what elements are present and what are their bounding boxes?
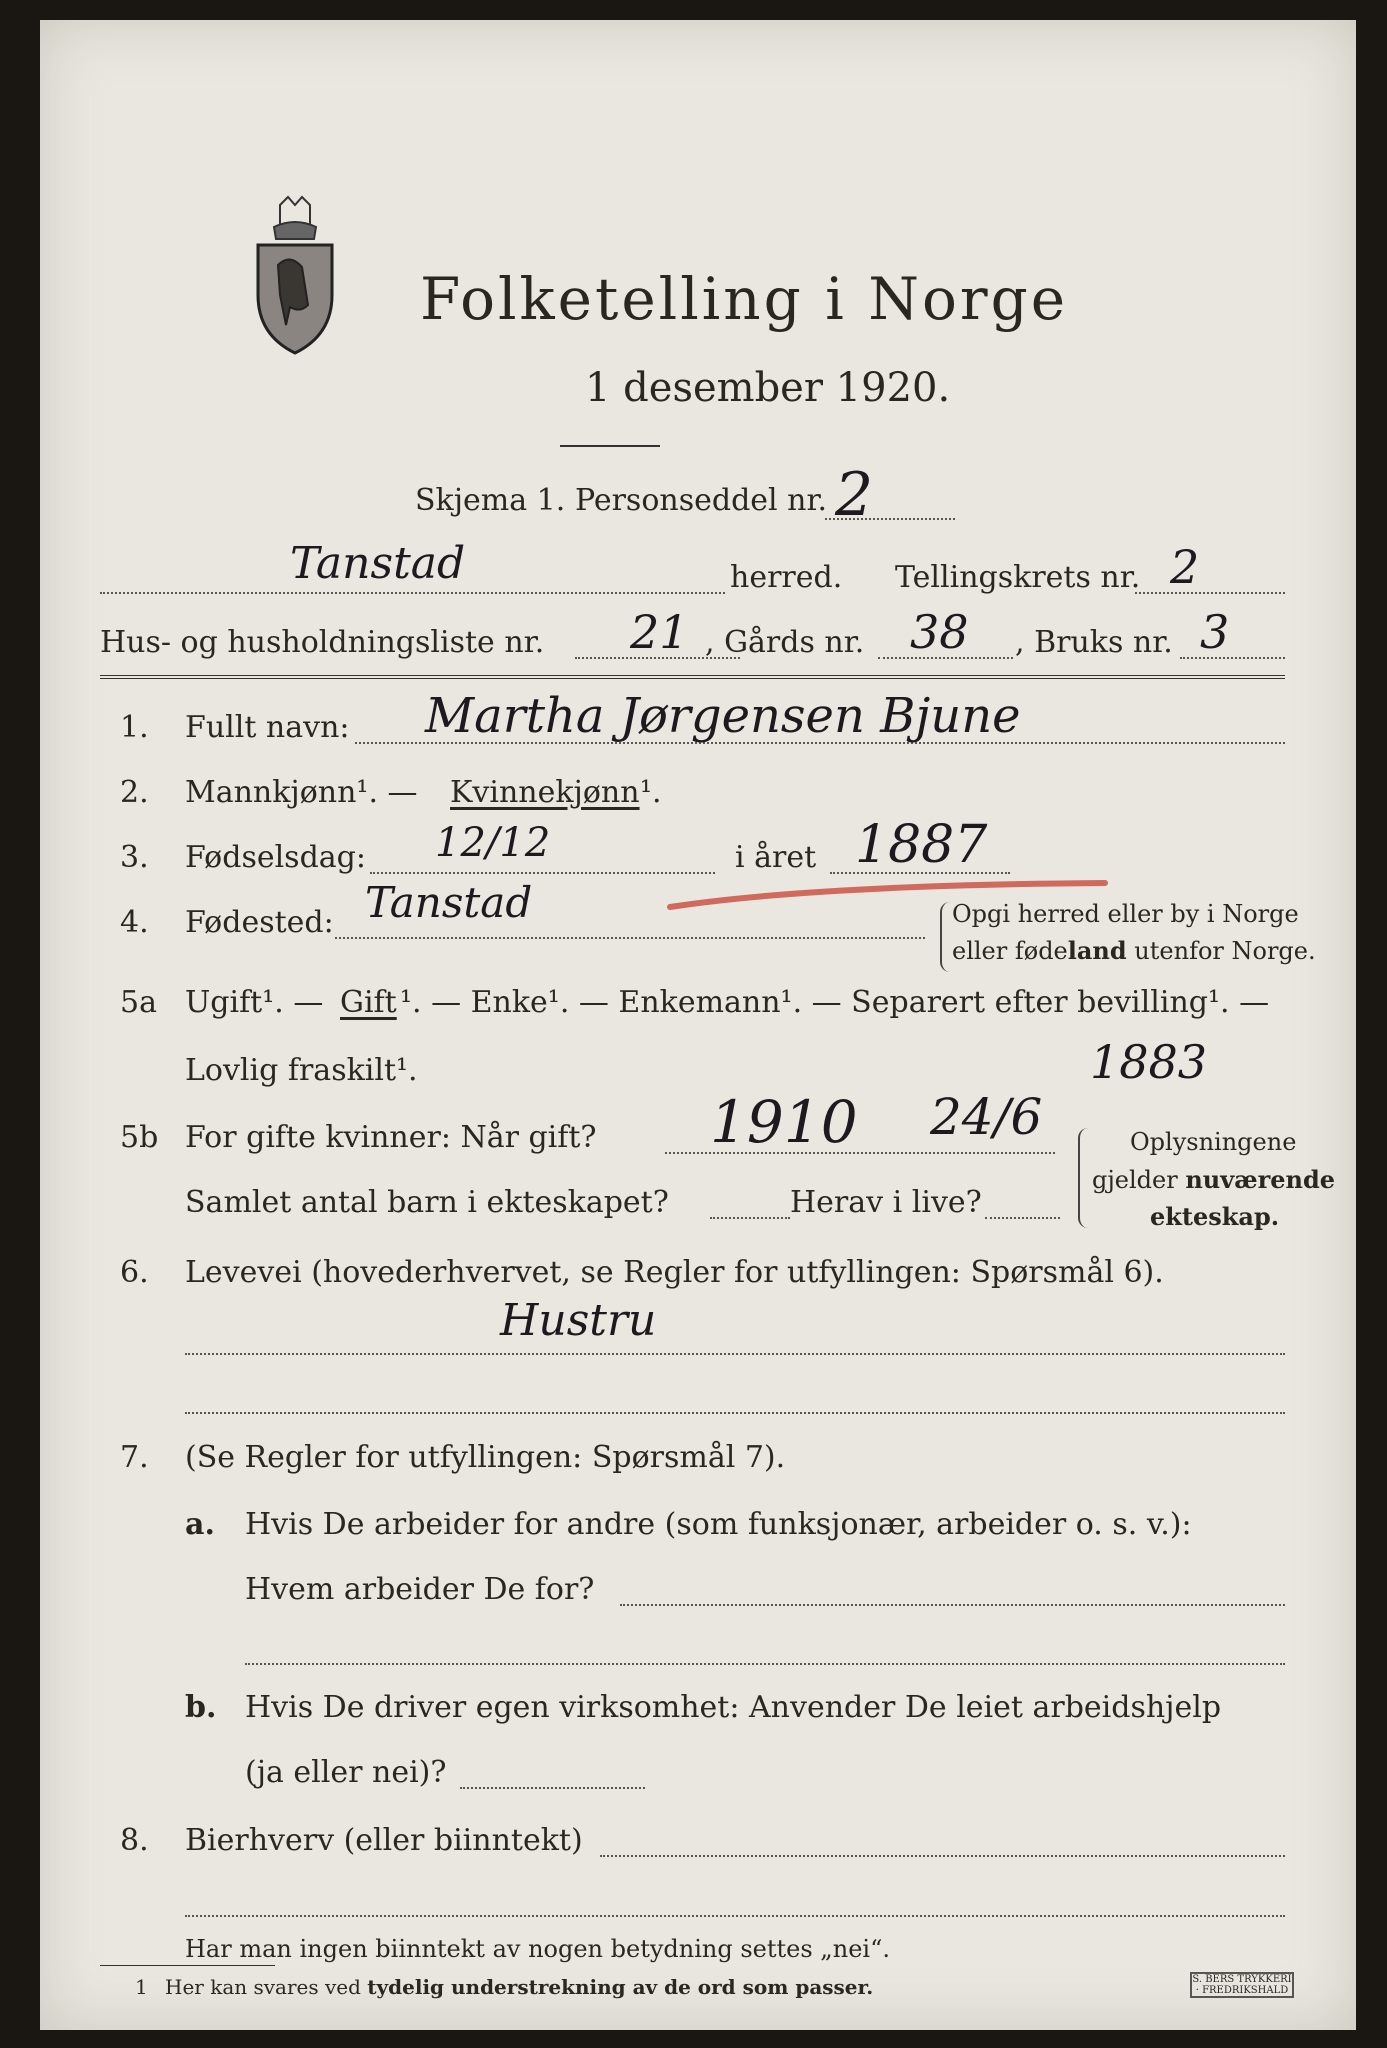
footnote-text: Her kan svares ved tydelig understrekning av de ord som passer. [165,1975,874,1999]
schema-label: Skjema 1. [415,483,566,518]
q5a-options: ¹. — Enke¹. — Enkemann¹. — Separert efter bevilling¹. — [400,985,1270,1020]
q4-note-line1: Opgi herred eller by i Norge [952,900,1299,928]
q7a-field-line1 [620,1604,1285,1606]
q7a-line2: Hvem arbeider De for? [245,1572,595,1607]
q2-tail: ¹. [640,775,662,810]
q5a-gift: Gift [340,985,397,1020]
header-double-rule [100,675,1285,679]
q7a-text: Hvis De arbeider for andre (som funksjonær, arbeider o. s. v.): [245,1507,1192,1542]
q1-number: 1. [120,710,149,745]
q4-value: Tanstad [365,878,533,927]
census-form [40,20,1356,2030]
q4-field [335,937,925,939]
form-title: Folketelling i Norge [420,265,1069,333]
q4-label: Fødested: [185,905,334,940]
q5a-line2: Lovlig fraskilt¹. [185,1053,418,1088]
herred-field [100,592,725,594]
q5a-ugift: Ugift¹. — [185,985,324,1020]
personseddel-label: Personseddel nr. [575,483,828,518]
q5b-label: For gifte kvinner: Når gift? [185,1120,597,1155]
norwegian-coat-of-arms-icon [250,195,340,355]
q5a-number: 5a [120,985,157,1020]
bruks-label: , Bruks nr. [1015,625,1173,660]
form-date: 1 desember 1920. [585,365,951,411]
q6-number: 6. [120,1255,149,1290]
tellingskrets-value: 2 [1170,540,1200,594]
q1-value: Martha Jørgensen Bjune [425,688,1021,744]
q5b-note-line1: Oplysningene [1130,1128,1297,1156]
q4-note-line2: eller fødeland utenfor Norge. [952,936,1316,965]
q3-year-label: i året [735,840,817,875]
q4-number: 4. [120,905,149,940]
q5b-alive-field [985,1217,1060,1219]
footnote-mark: 1 [135,1975,148,1999]
q6-field-line1 [185,1353,1285,1355]
q8-number: 8. [120,1823,149,1858]
printer-stamp: S. BERS TRYKKERI · FREDRIKSHALD [1190,1972,1294,1998]
q6-field-line2 [185,1412,1285,1414]
q6-label: Levevei (hovederhvervet, se Regler for utfyllingen: Spørsmål 6). [185,1255,1164,1290]
q7a-field-line2 [245,1663,1285,1665]
q5b-note-brace [1078,1128,1088,1228]
q7b-field [460,1787,645,1789]
q2-male: Mannkjønn¹. — [185,775,418,810]
q5b-note-line3: ekteskap. [1150,1202,1280,1231]
herred-value: Tanstad [290,538,466,589]
title-divider [560,445,660,447]
q2-number: 2. [120,775,149,810]
herred-label: herred. [730,560,843,595]
q6-value: Hustru [500,1295,657,1346]
q5b-children-field [710,1217,790,1219]
q7a-letter: a. [185,1507,215,1542]
q1-label: Fullt navn: [185,710,350,745]
gards-value: 38 [910,605,969,659]
husholdning-value: 21 [630,605,689,659]
q5b-alive-label: Herav i live? [790,1185,982,1220]
q5b-note-line2: gjelder nuværende [1092,1165,1336,1194]
q7-label: (Se Regler for utfyllingen: Spørsmål 7). [185,1440,786,1475]
q8-note: Har man ingen biinntekt av nogen betydning settes „nei“. [185,1935,890,1963]
bruks-field [1180,657,1285,659]
q7b-text: Hvis De driver egen virksomhet: Anvender De leiet arbeidshjelp [245,1690,1222,1725]
q3-label: Fødselsdag: [185,840,366,875]
q7-number: 7. [120,1440,149,1475]
q5b-children-label: Samlet antal barn i ekteskapet? [185,1185,669,1220]
q7b-letter: b. [185,1690,217,1725]
footnote-rule [100,1965,275,1966]
q8-field-line2 [185,1915,1285,1917]
tellingskrets-field [1135,592,1285,594]
tellingskrets-label: Tellingskrets nr. [895,560,1141,595]
q3-value: 12/12 [435,820,551,866]
q3-field [370,872,715,874]
gards-label: , Gårds nr. [705,625,865,660]
q3-number: 3. [120,840,149,875]
q5b-value: 1910 [710,1088,858,1156]
q8-field-line1 [600,1855,1285,1857]
q2-female: Kvinnekjønn [450,775,640,810]
q3-year-value: 1887 [855,815,988,875]
q4-note-brace [940,902,950,972]
husholdning-label: Hus- og husholdningsliste nr. [100,625,545,660]
q8-label: Bierhverv (eller biinntekt) [185,1823,583,1858]
q5a-annotation: 1883 [1090,1035,1208,1089]
bruks-value: 3 [1200,605,1230,659]
q5b-value-day: 24/6 [930,1088,1043,1146]
personseddel-value: 2 [835,460,874,530]
q5b-number: 5b [120,1120,159,1155]
q7b-line2: (ja eller nei)? [245,1755,447,1790]
